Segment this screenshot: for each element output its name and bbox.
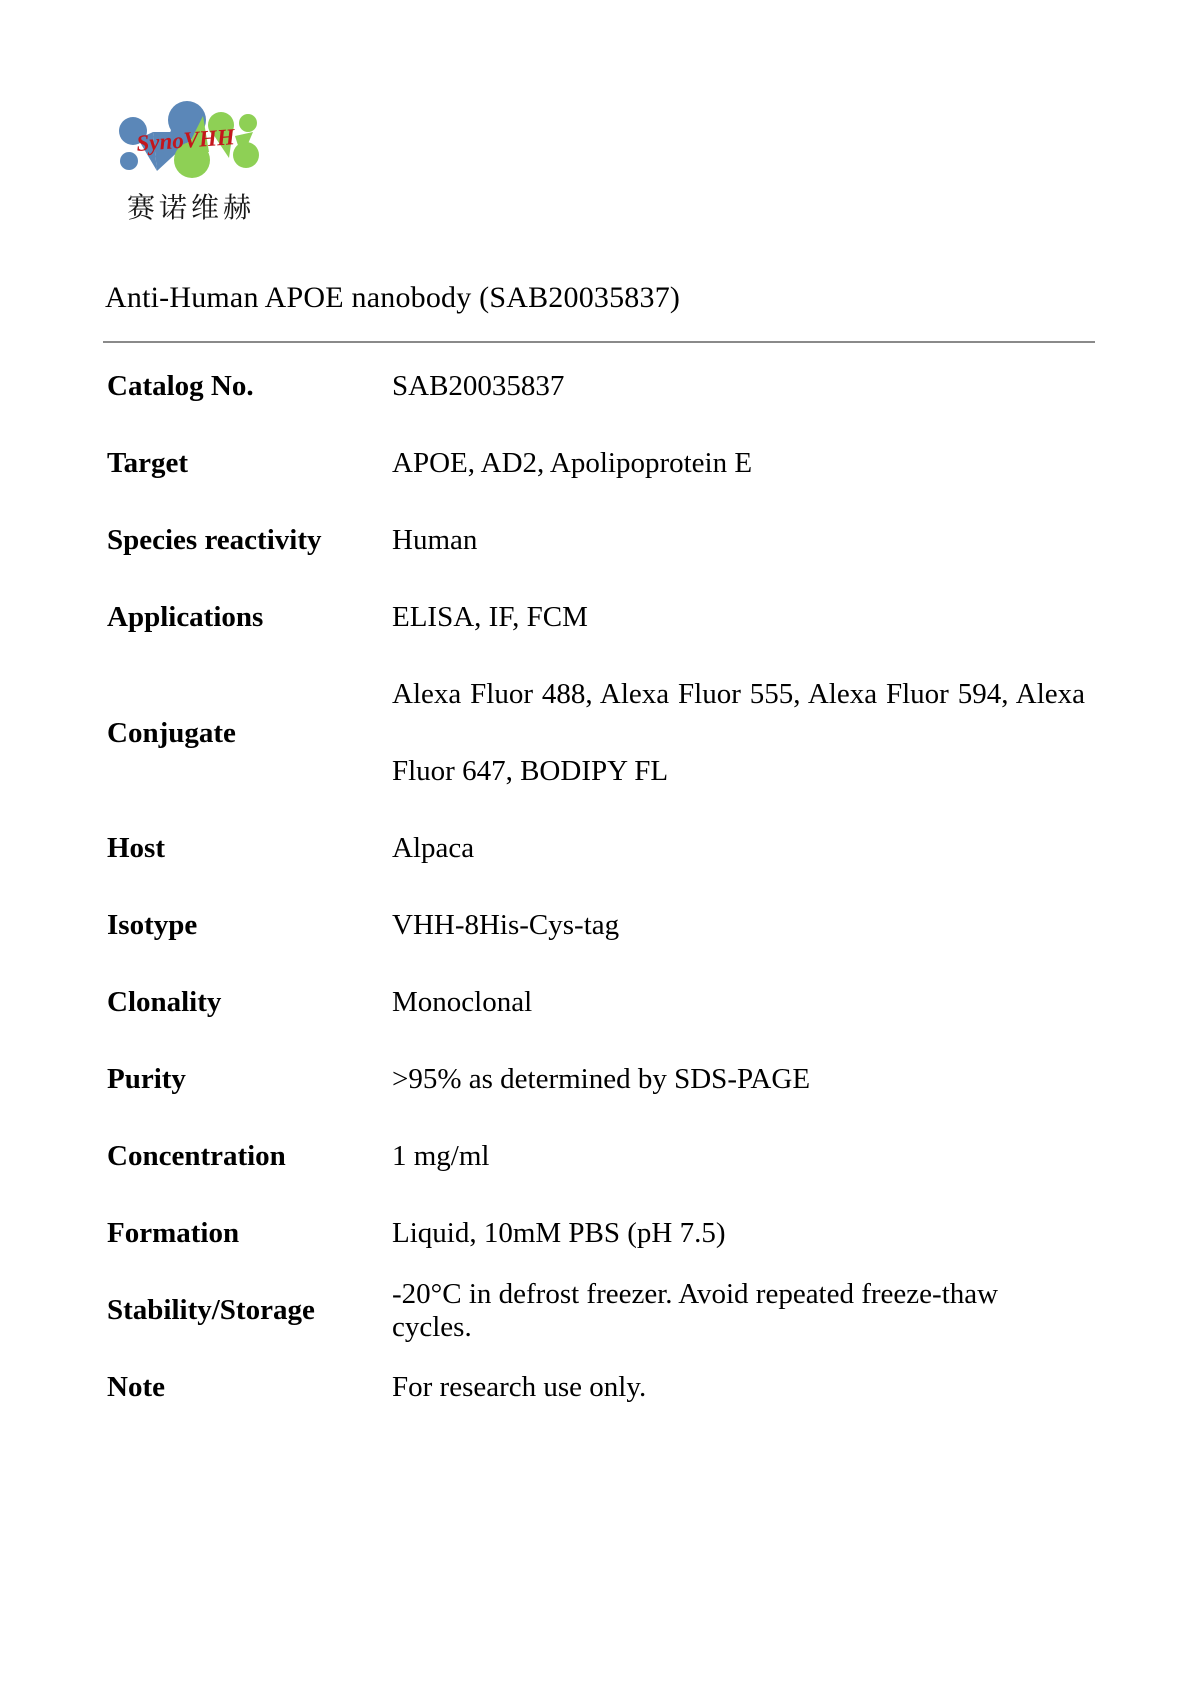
spec-row [107,425,1085,502]
spec-label: Note [107,1371,165,1403]
spec-row [107,1349,1085,1426]
title-divider [103,341,1095,343]
spec-value: Human [392,524,478,556]
page-title: Anti-Human APOE nanobody (SAB20035837) [105,281,681,314]
spec-label: Stability/Storage [107,1294,315,1326]
spec-label: Conjugate [107,716,236,749]
spec-label: Applications [107,601,264,633]
spec-row [107,964,1085,1041]
company-logo [105,94,275,224]
spec-value: APOE, AD2, Apolipoprotein E [392,447,753,479]
spec-label: Formation [107,1217,240,1249]
spec-row [107,1272,1085,1349]
spec-label: Catalog No. [107,370,254,402]
spec-value: Monoclonal [392,986,533,1018]
spec-row [107,348,1085,425]
spec-value: 1 mg/ml [392,1140,490,1172]
spec-label: Concentration [107,1140,286,1172]
spec-value: Alpaca [392,832,475,864]
spec-label: Host [107,832,165,864]
logo-graphic [105,94,265,186]
logo-brand-script: SynoVHH [135,124,236,156]
spec-label: Isotype [107,909,198,941]
spec-row [107,887,1085,964]
spec-label: Clonality [107,986,222,1018]
spec-row [107,1118,1085,1195]
spec-value: For research use only. [392,1371,647,1403]
logo-brand-chinese: 赛诺维赫 [127,192,256,223]
spec-label: Purity [107,1063,186,1095]
spec-value: SAB20035837 [392,370,565,402]
spec-value-line: Alexa Fluor 488, Alexa Fluor 555, Alexa Fluor 594, Alexa [392,678,1085,710]
spec-table [107,348,1085,1426]
spec-value: >95% as determined by SDS-PAGE [392,1063,811,1095]
spec-value [392,656,1085,810]
spec-row [107,656,1085,810]
spec-value: VHH-8His-Cys-tag [392,909,620,941]
spec-row [107,810,1085,887]
spec-row [107,1041,1085,1118]
spec-row [107,579,1085,656]
spec-label: Species reactivity [107,524,322,556]
spec-value: Liquid, 10mM PBS (pH 7.5) [392,1217,726,1249]
spec-label: Target [107,447,189,479]
spec-value-line: Fluor 647, BODIPY FL [392,755,669,787]
spec-row [107,1195,1085,1272]
spec-value: -20°C in defrost freezer. Avoid repeated freeze-thaw cycles. [392,1277,999,1343]
spec-value: ELISA, IF, FCM [392,601,588,633]
spec-row [107,502,1085,579]
